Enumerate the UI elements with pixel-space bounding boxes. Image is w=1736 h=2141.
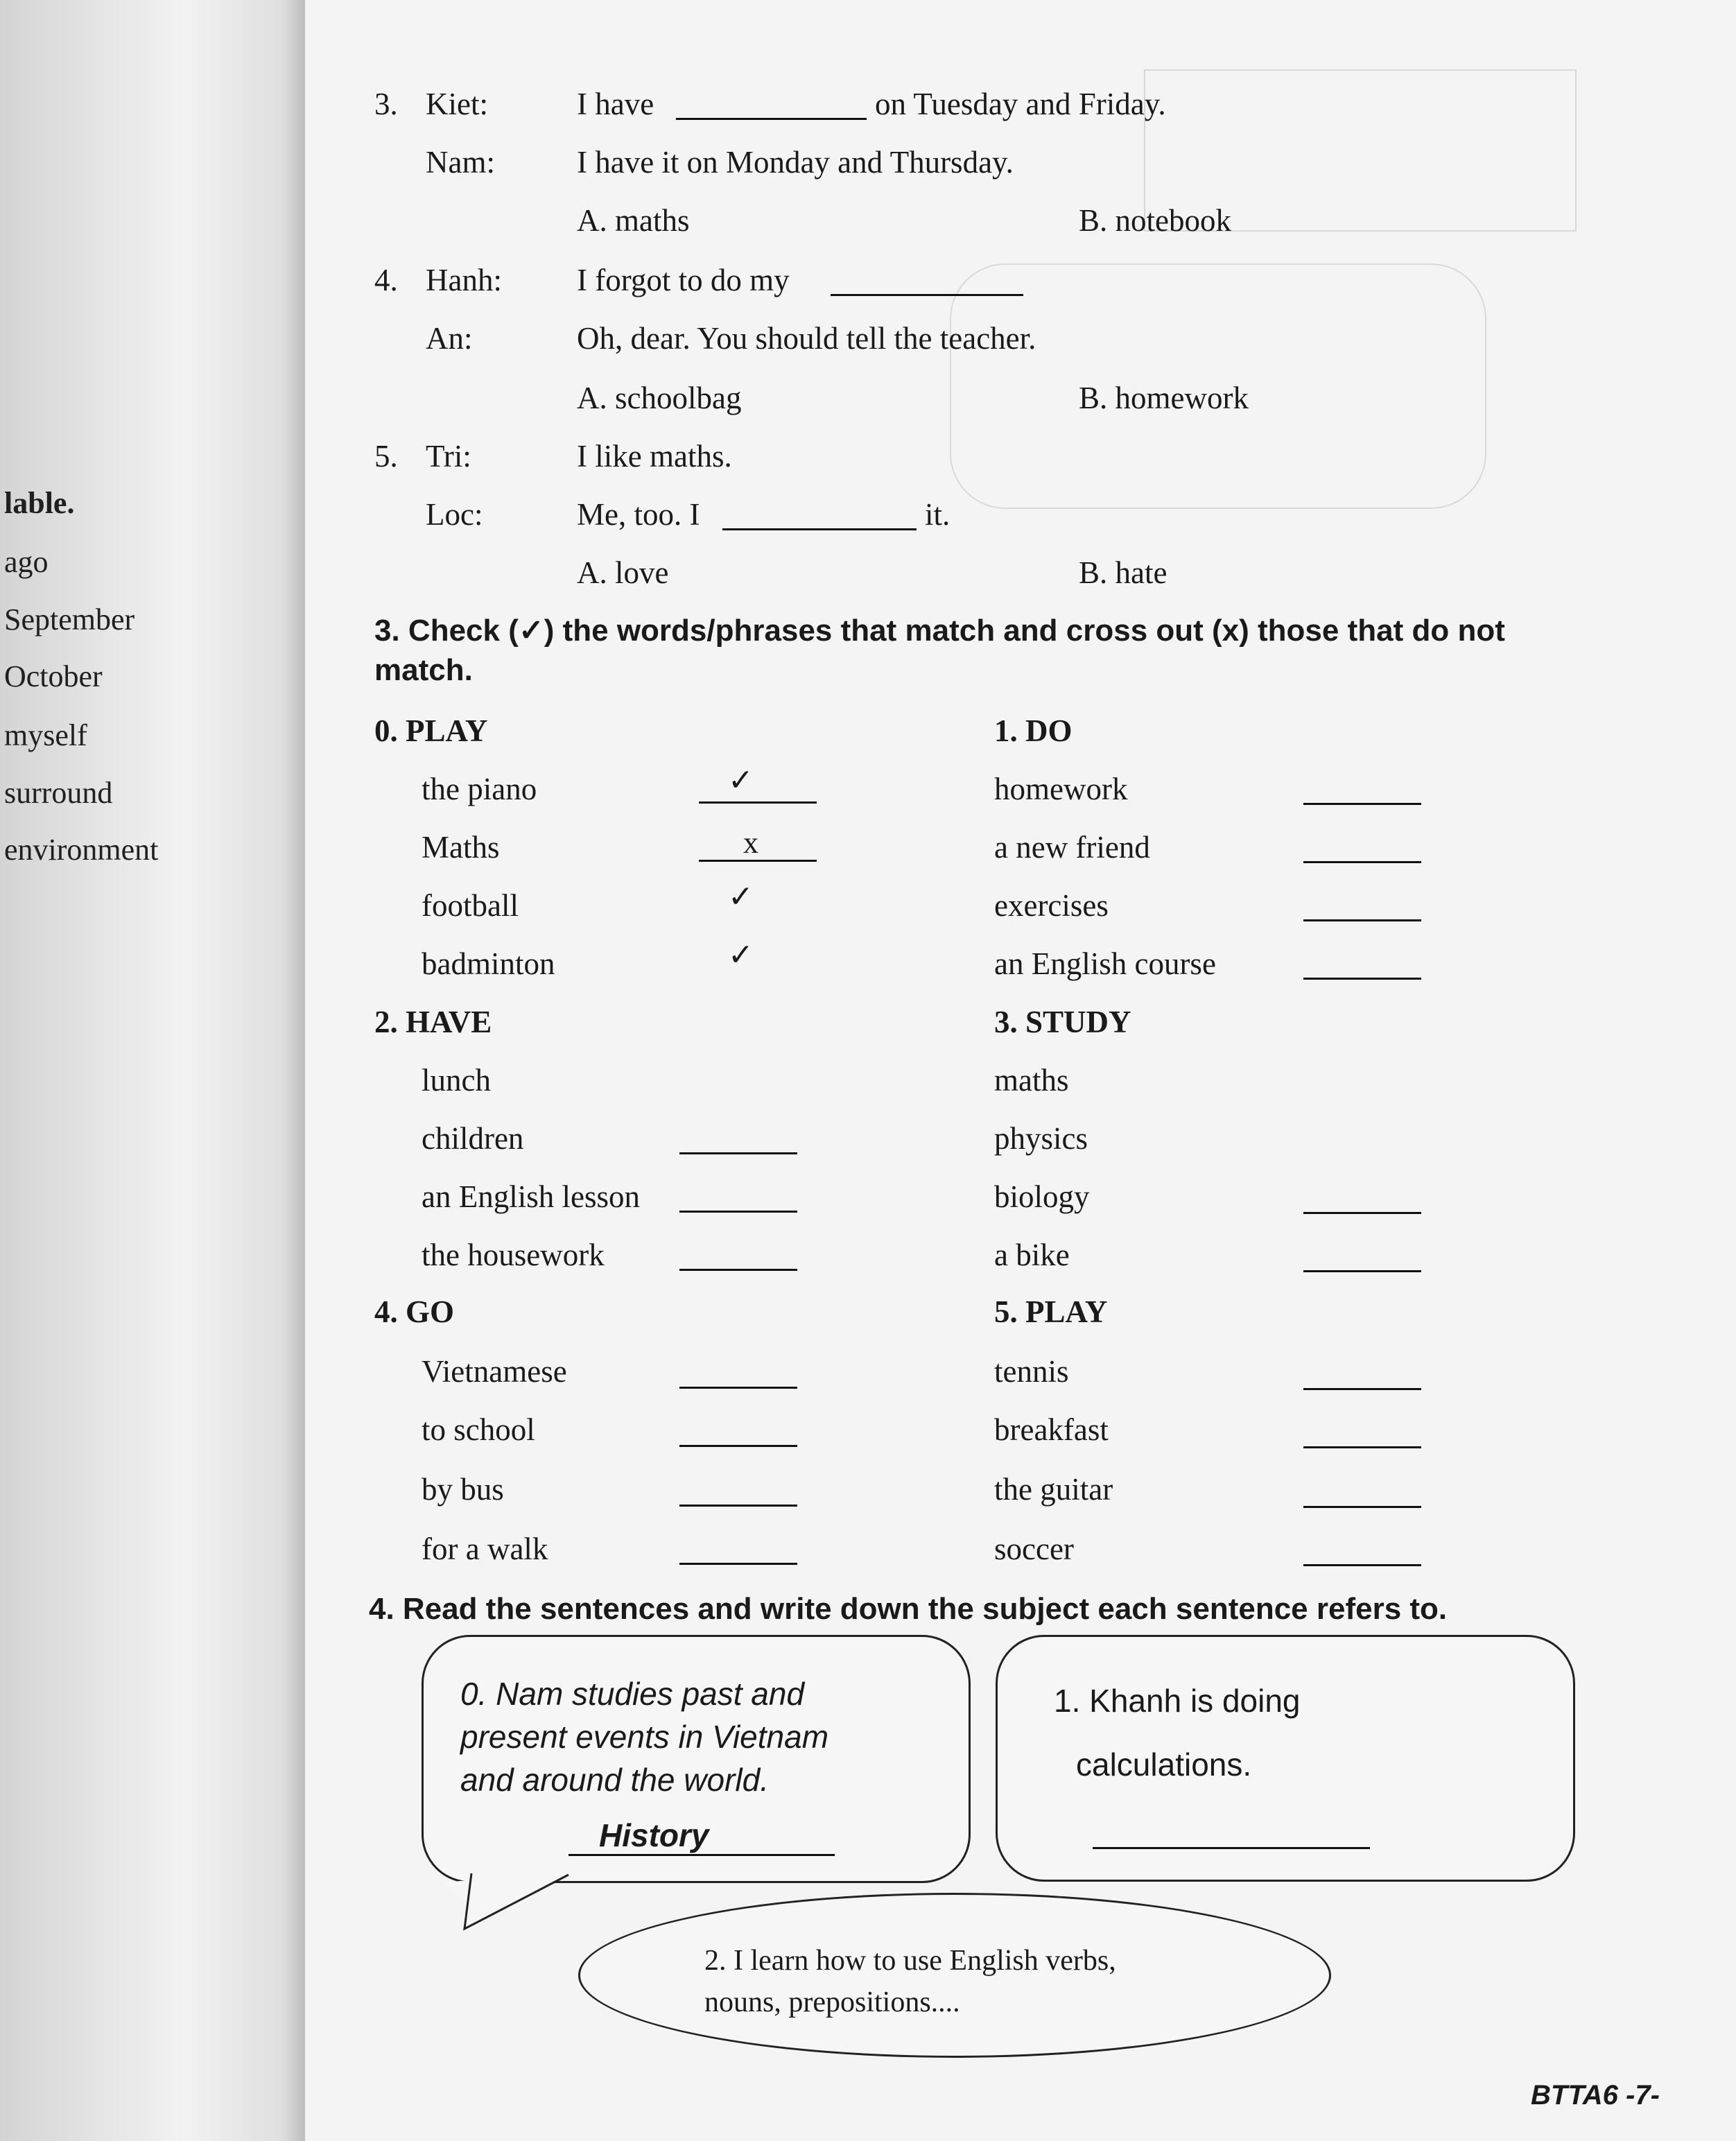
- bubble-line: 1. Khanh is doing: [1054, 1683, 1301, 1719]
- sentence: I have it on Monday and Thursday.: [577, 145, 1014, 180]
- left-word: October: [4, 659, 103, 693]
- sentence: I like maths.: [577, 439, 732, 474]
- speaker: Nam:: [426, 145, 495, 180]
- check-mark: ✓: [728, 763, 754, 798]
- phrase: homework: [994, 772, 1128, 806]
- sentence: Me, too. I: [577, 497, 700, 532]
- phrase: the housework: [422, 1238, 605, 1272]
- phrase: a bike: [994, 1238, 1070, 1272]
- mark-blank[interactable]: [679, 1505, 797, 1507]
- section-heading: 4. Read the sentences and write down the subject each sentence refers to.: [369, 1592, 1448, 1626]
- sentence: on Tuesday and Friday.: [875, 87, 1166, 121]
- left-page-edge: [0, 0, 305, 2141]
- phrase: children: [422, 1121, 524, 1156]
- mark-blank[interactable]: [679, 1269, 797, 1271]
- phrase: physics: [994, 1121, 1088, 1156]
- mark-blank[interactable]: [1303, 1446, 1421, 1448]
- answer-blank[interactable]: [831, 294, 1023, 296]
- item-number: 3.: [374, 87, 398, 121]
- group-title: 0. PLAY: [374, 713, 488, 748]
- bubble-line: 0. Nam studies past and: [460, 1676, 805, 1712]
- worksheet-page: [305, 0, 1736, 2141]
- group-title: 3. STUDY: [994, 1005, 1131, 1039]
- option-a[interactable]: A. schoolbag: [577, 381, 742, 415]
- mark-blank[interactable]: [1303, 1506, 1421, 1508]
- left-word: September: [4, 603, 135, 636]
- phrase: for a walk: [422, 1532, 548, 1566]
- phrase: an English course: [994, 946, 1216, 981]
- cross-mark: x: [743, 826, 758, 860]
- bubble-0-text: [460, 1672, 828, 1801]
- phrase: badminton: [422, 946, 555, 981]
- left-word: myself: [4, 718, 87, 752]
- phrase: maths: [994, 1063, 1069, 1098]
- bubble-0-answer: History: [599, 1817, 709, 1853]
- option-a[interactable]: A. maths: [577, 203, 690, 238]
- mark-blank[interactable]: [699, 801, 817, 804]
- mark-blank[interactable]: [679, 1152, 797, 1154]
- speaker: Hanh:: [426, 263, 502, 297]
- mark-blank[interactable]: [1303, 1270, 1421, 1272]
- answer-blank[interactable]: [722, 528, 917, 530]
- sentence: I have: [577, 87, 654, 121]
- phrase: exercises: [994, 888, 1109, 923]
- mark-blank[interactable]: [1303, 1388, 1421, 1390]
- option-b[interactable]: B. hate: [1079, 555, 1168, 590]
- phrase: the piano: [422, 772, 537, 806]
- phrase: a new friend: [994, 830, 1150, 865]
- group-title: 1. DO: [994, 713, 1073, 748]
- speaker: Kiet:: [426, 87, 488, 121]
- mark-blank[interactable]: [679, 1211, 797, 1213]
- left-word: ago: [4, 545, 49, 579]
- left-word: lable.: [4, 486, 75, 520]
- mark-blank[interactable]: [1303, 861, 1421, 863]
- bubble-line: calculations.: [1076, 1746, 1252, 1783]
- mark-blank[interactable]: [679, 1445, 797, 1447]
- phrase: an English lesson: [422, 1179, 640, 1214]
- mark-blank[interactable]: [679, 1387, 797, 1389]
- group-title: 2. HAVE: [374, 1005, 492, 1039]
- check-mark: ✓: [728, 879, 754, 915]
- speaker: Tri:: [426, 439, 471, 474]
- phrase: soccer: [994, 1532, 1074, 1566]
- option-a[interactable]: A. love: [577, 555, 669, 590]
- mark-blank[interactable]: [679, 1563, 797, 1565]
- bubble-tail: [444, 1865, 596, 1934]
- speaker: An:: [426, 321, 473, 356]
- sentence: Oh, dear. You should tell the teacher.: [577, 321, 1036, 356]
- item-number: 4.: [374, 263, 398, 297]
- group-title: 5. PLAY: [994, 1294, 1108, 1329]
- section-heading: 3. Check (✓) the words/phrases that match and cross out (x) those that do not: [374, 614, 1505, 648]
- bubble-line: 2. I learn how to use English verbs,: [704, 1945, 1116, 1977]
- item-number: 5.: [374, 439, 398, 474]
- check-mark: ✓: [728, 937, 754, 973]
- phrase: biology: [994, 1179, 1090, 1214]
- mark-blank[interactable]: [1303, 1212, 1421, 1214]
- mark-blank[interactable]: [1303, 803, 1421, 805]
- bubble-line: nouns, prepositions....: [704, 1986, 960, 2018]
- mark-blank[interactable]: [1303, 1564, 1421, 1566]
- answer-blank[interactable]: [676, 118, 867, 120]
- left-word: surround: [4, 776, 113, 810]
- section-heading-cont: match.: [374, 653, 473, 687]
- page-label: BTTA6 -7-: [1531, 2080, 1660, 2110]
- mark-blank[interactable]: [1303, 978, 1421, 980]
- phrase: to school: [422, 1412, 535, 1447]
- phrase: lunch: [422, 1063, 491, 1098]
- phrase: breakfast: [994, 1412, 1109, 1447]
- sentence: it.: [925, 497, 951, 532]
- phrase: tennis: [994, 1354, 1069, 1389]
- bubble-line: and around the world.: [460, 1762, 769, 1798]
- option-b[interactable]: B. notebook: [1079, 203, 1231, 238]
- answer-blank[interactable]: [1093, 1847, 1370, 1849]
- answer-blank[interactable]: [568, 1854, 835, 1856]
- phrase: Vietnamese: [422, 1354, 567, 1389]
- speaker: Loc:: [426, 497, 483, 532]
- sentence: I forgot to do my: [577, 263, 790, 297]
- mark-blank[interactable]: [1303, 919, 1421, 921]
- option-b[interactable]: B. homework: [1079, 381, 1249, 415]
- bubble-line: present events in Vietnam: [460, 1719, 829, 1755]
- left-word: environment: [4, 833, 159, 867]
- group-title: 4. GO: [374, 1294, 455, 1329]
- phrase: football: [422, 888, 519, 923]
- phrase: the guitar: [994, 1472, 1113, 1507]
- phrase: by bus: [422, 1472, 504, 1507]
- phrase: Maths: [422, 830, 500, 865]
